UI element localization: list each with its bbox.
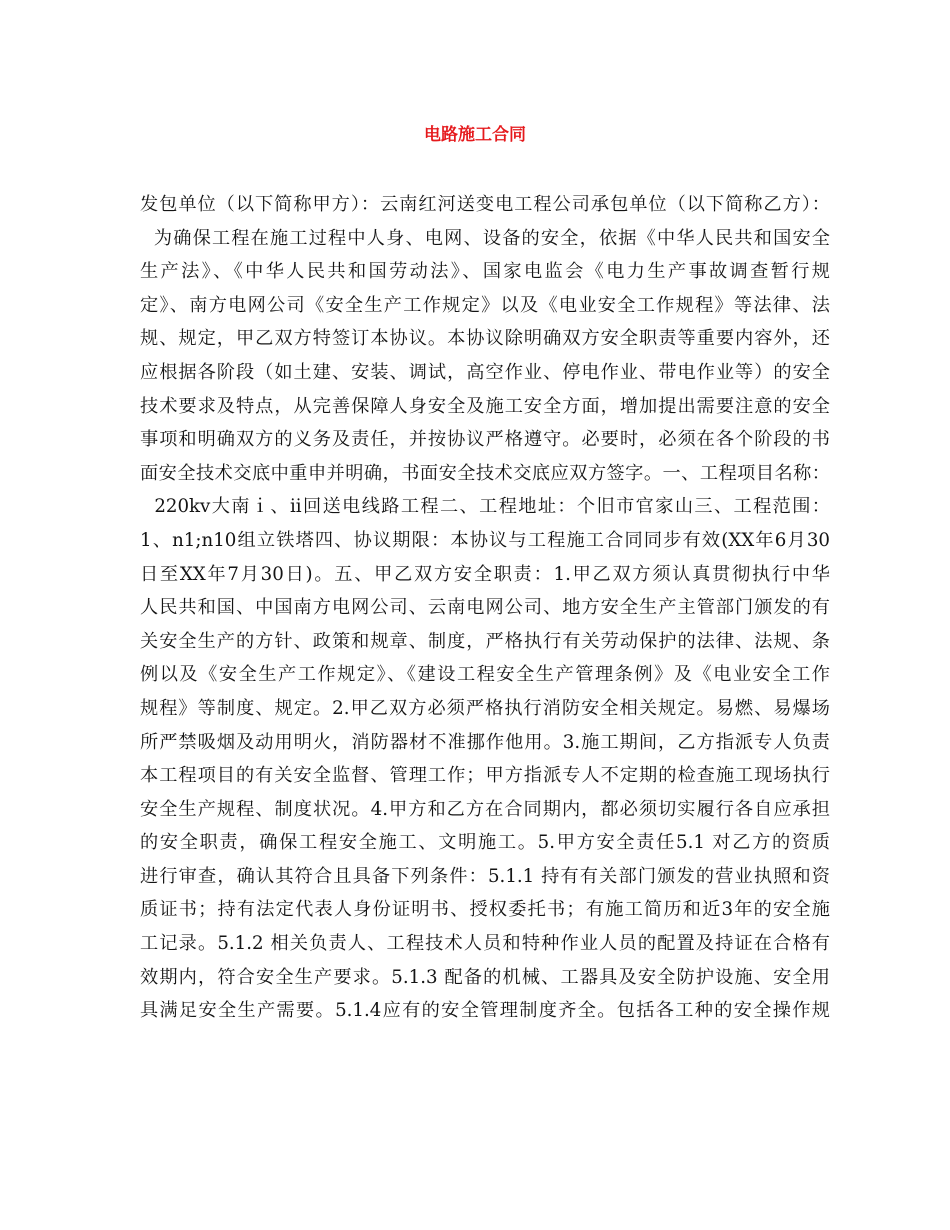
body-text-line: 效期内，符合安全生产要求。5.1.3 配备的机械、工器具及安全防护设施、安全用: [140, 966, 830, 988]
body-text-line: 的安全职责，确保工程安全施工、文明施工。5.甲方安全责任5.1 对乙方的资质: [140, 832, 830, 854]
body-text-line: 工记录。5.1.2 相关负责人、工程技术人员和特种作业人员的配置及持证在合格有: [140, 933, 830, 955]
body-text-line: 关安全生产的方针、政策和规章、制度，严格执行有关劳动保护的法律、法规、条: [140, 630, 830, 652]
body-text-line: 发包单位（以下简称甲方）：云南红河送变电工程公司承包单位（以下简称乙方）：: [140, 194, 830, 215]
body-text-line: 220kv大南ｉ、ii回送电线路工程二、工程地址：个旧市官家山三、工程范围：: [140, 496, 830, 518]
body-text-line: 定》、南方电网公司《安全生产工作规定》以及《电业安全工作规程》等法律、法: [140, 294, 830, 316]
body-text-line: 技术要求及特点，从完善保障人身安全及施工安全方面，增加提出需要注意的安全: [140, 395, 830, 417]
body-text-line: 为确保工程在施工过程中人身、电网、设备的安全，依据《中华人民共和国安全: [140, 227, 830, 249]
body-text-line: 事项和明确双方的义务及责任，并按协议严格遵守。必要时，必须在各个阶段的书: [140, 429, 830, 451]
body-text-line: 规程》等制度、规定。2.甲乙双方必须严格执行消防安全相关规定。易燃、易爆场: [140, 697, 830, 719]
document-title: 电路施工合同: [424, 125, 526, 145]
body-text-line: 质证书；持有法定代表人身份证明书、授权委托书；有施工简历和近3年的安全施: [140, 899, 830, 921]
body-text-line: 1、n1;n10组立铁塔四、协议期限：本协议与工程施工合同同步有效(XX年6月30: [140, 529, 830, 551]
body-text-line: 进行审查，确认其符合且具备下列条件：5.1.1 持有有关部门颁发的营业执照和资: [140, 865, 830, 887]
document-body: [140, 188, 830, 1028]
body-text-line: 安全生产规程、制度状况。4.甲方和乙方在合同期内，都必须切实履行各自应承担: [140, 798, 830, 820]
body-text-line: 人民共和国、中国南方电网公司、云南电网公司、地方安全生产主管部门颁发的有: [140, 597, 830, 619]
body-text-line: 例以及《安全生产工作规定》、《建设工程安全生产管理条例》及《电业安全工作: [140, 664, 830, 686]
body-text-line: 面安全技术交底中重申并明确，书面安全技术交底应双方签字。一、工程项目名称：: [140, 462, 830, 484]
body-text-line: 日至XX年7月30日)。五、甲乙双方安全职责：1.甲乙双方须认真贯彻执行中华: [140, 563, 830, 585]
body-text-line: 具满足安全生产需要。5.1.4应有的安全管理制度齐全。包括各工种的安全操作规: [140, 1000, 830, 1022]
body-text-line: 所严禁吸烟及动用明火，消防器材不准挪作他用。3.施工期间，乙方指派专人负责: [140, 731, 830, 753]
body-text-line: 规、规定，甲乙双方特签订本协议。本协议除明确双方安全职责等重要内容外，还: [140, 328, 830, 350]
body-text-line: 本工程项目的有关安全监督、管理工作；甲方指派专人不定期的检查施工现场执行: [140, 765, 830, 787]
body-text-line: 生产法》、《中华人民共和国劳动法》、国家电监会《电力生产事故调查暂行规: [140, 261, 830, 283]
body-text-line: 应根据各阶段（如土建、安装、调试，高空作业、停电作业、带电作业等）的安全: [140, 361, 830, 383]
